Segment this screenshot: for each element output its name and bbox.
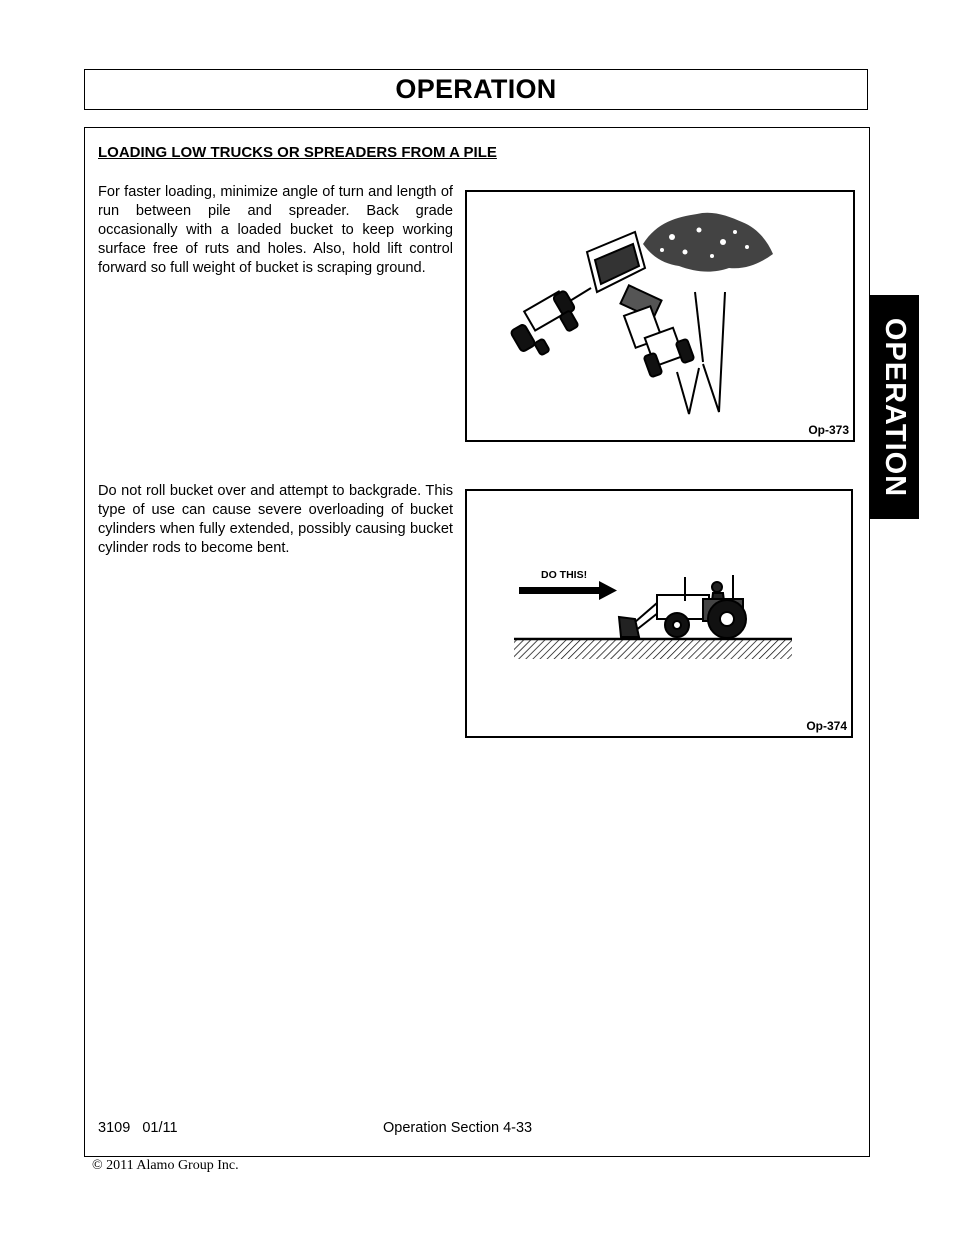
section-heading: LOADING LOW TRUCKS OR SPREADERS FROM A PILE [98, 144, 497, 161]
paragraph-backgrade: Do not roll bucket over and attempt to backgrade. This type of use can cause severe overloading of bucket cylinders when fully extended, possibly causing bucket cylinder rods to become bent. [98, 483, 453, 556]
footer-doc-number: 3109 01/11 [98, 1120, 178, 1136]
tractor-backgrade-illustration [467, 491, 851, 736]
page-title: OPERATION [395, 74, 557, 104]
loader-spreader-illustration [467, 192, 853, 440]
paragraph-loading: For faster loading, minimize angle of turn and length of run between pile and spreader. Back grade occasionally with a loaded bucket to keep working surface free of ruts and holes. Also, hold lift control forward so full weight of bucket is scraping ground. [98, 184, 453, 276]
figure-loading-pile [465, 190, 855, 442]
footer-page-ref: Operation Section 4-33 [383, 1120, 533, 1136]
side-tab-label: OPERATION [879, 317, 911, 497]
copyright-notice: © 2011 Alamo Group Inc. [92, 1158, 239, 1173]
direction-arrow [519, 581, 617, 600]
figure-backgrade [465, 489, 853, 738]
figure-label-op373: Op-373 [808, 423, 849, 437]
header-box [84, 69, 868, 110]
figure-label-op374: Op-374 [806, 719, 847, 733]
section-side-tab [870, 295, 919, 519]
callout-do-this: DO THIS! [541, 569, 588, 581]
